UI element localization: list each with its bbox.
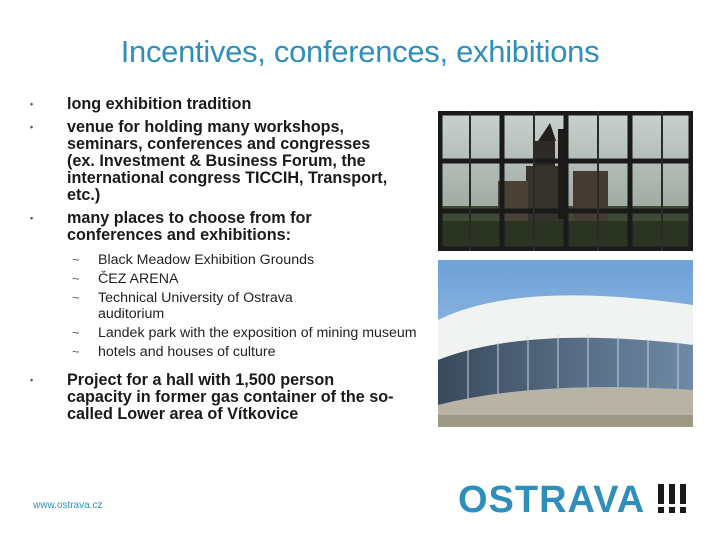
bullet-text: Project for a hall with 1,500 person capacity in former gas container of the so-called Lower area of Vítkovice [67, 371, 394, 423]
bullet-item [28, 96, 428, 113]
sub-bullet-list [28, 252, 428, 360]
sub-bullet-marker: ~ [72, 252, 80, 267]
sub-bullet-text: Landek park with the exposition of mining museum [98, 325, 417, 341]
bullet-text: many places to choose from for conferences and exhibitions: [67, 209, 312, 244]
sub-bullet-text: Technical University of Ostrava auditorium [98, 290, 293, 322]
sub-bullet-text: Black Meadow Exhibition Grounds [98, 252, 315, 268]
sub-bullet-marker: ~ [72, 271, 80, 286]
bullet-marker: • [30, 375, 34, 385]
photo-arena-building [438, 260, 693, 427]
sub-bullet-item [72, 344, 428, 360]
bullet-marker: • [30, 122, 34, 132]
bullet-item [28, 372, 428, 423]
svg-text:OSTRAVA: OSTRAVA [458, 479, 646, 518]
photo-industrial-furnace [438, 111, 693, 251]
bullet-marker: • [30, 99, 34, 109]
bullet-item [28, 210, 428, 244]
bullet-item [28, 119, 428, 204]
bullet-list [28, 96, 428, 429]
bullet-text: venue for holding many workshops, seminars, conferences and congresses (ex. Investment & Business Forum, the international congress TICCIH, Transport, etc.) [67, 118, 388, 204]
bullet-text: long exhibition tradition [67, 95, 252, 113]
sub-bullet-marker: ~ [72, 344, 80, 359]
slide-title: Incentives, conferences, exhibitions [120, 34, 600, 69]
sub-bullet-text: ČEZ ARENA [98, 271, 179, 287]
sub-bullet-text: hotels and houses of culture [98, 344, 276, 360]
ostrava-logo [458, 478, 698, 523]
sub-bullet-marker: ~ [72, 290, 80, 305]
sub-bullet-item [72, 252, 428, 268]
sub-bullet-item [72, 271, 428, 287]
sub-bullet-item [72, 290, 428, 322]
footer-url: www.ostrava.cz [33, 500, 103, 511]
bullet-marker: • [30, 213, 34, 223]
sub-bullet-marker: ~ [72, 325, 80, 340]
sub-bullet-item [72, 325, 428, 341]
